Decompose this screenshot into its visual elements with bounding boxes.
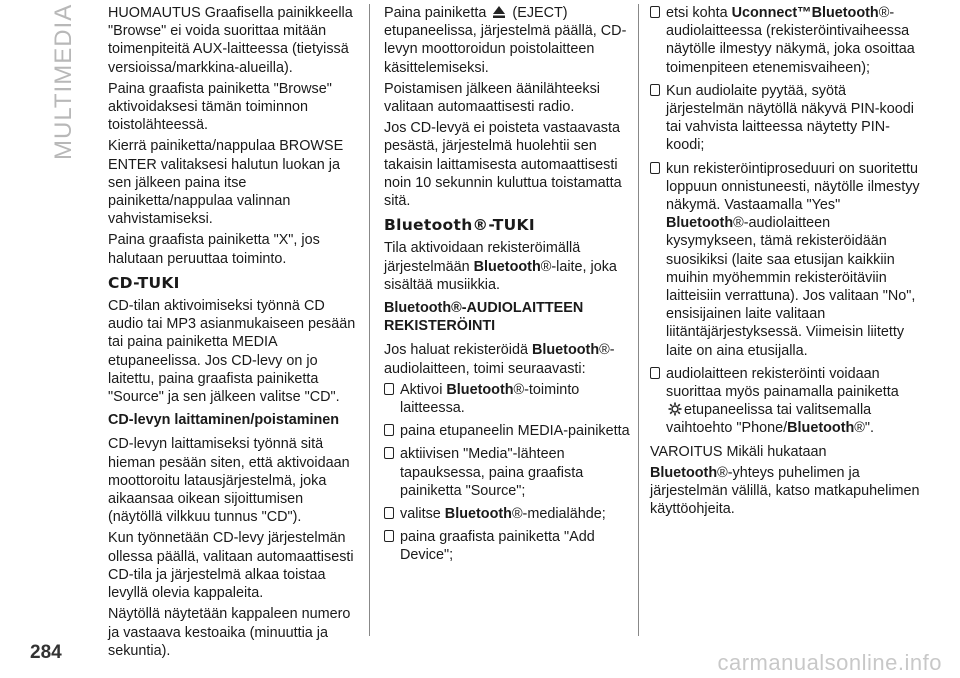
bullet-box-icon	[384, 507, 394, 519]
text: etsi kohta	[666, 5, 732, 21]
paragraph: Kun työnnetään CD-levy järjestelmän ollessa päällä, valitaan automaattisesti CD-tila ja järjestelmä alkaa toistaa levyllä olevia kappaleita.	[108, 530, 354, 602]
bullet-box-icon	[650, 162, 660, 174]
text: audiolaitteen rekisteröinti voidaan suorittaa myös painamalla painiketta	[666, 365, 899, 401]
text: ®-audiolaitteen, toimi seuraavasti:	[384, 342, 615, 377]
text: ®".	[854, 420, 874, 437]
text: ®-toiminto laitteessa.	[400, 381, 580, 417]
page-number: 284	[30, 642, 62, 663]
bullet-box-icon	[650, 367, 660, 379]
paragraph: Paina graafista painiketta "X", jos halutaan peruuttaa toiminto.	[108, 232, 320, 267]
heading-bluetooth-support: Bluetooth®-TUKI	[384, 216, 535, 235]
paragraph-eject	[384, 4, 632, 77]
bullet-box-icon	[384, 424, 394, 436]
text-bold: Bluetooth	[444, 506, 512, 523]
text-bold: Bluetooth	[787, 420, 855, 437]
text: etupaneelissa tai valitsemalla vaihtoehto "Phone/	[666, 402, 872, 437]
text: kun rekisteröintiproseduuri on suoritettu loppuun onnistuneesti, näytölle ilmestyy näkymä. Vastaamalla "Yes"	[666, 160, 920, 214]
text-bold: Bluetooth	[473, 258, 541, 275]
paragraph: CD-tilan aktivoimiseksi työnnä CD audio tai MP3 asianmukaiseen pesään tai paina painiketta MEDIA etupaneelissa. Jos CD-levy on jo laitettu, paina graafista painiketta "Source" ja sen jälkeen valitse "CD".	[108, 298, 356, 406]
section-label: MULTIMEDIA	[50, 3, 77, 160]
paragraph	[384, 239, 632, 294]
paragraph: Näytöllä näytetään kappaleen numero ja vastaava kestoaika (minuuttia ja sekuntia).	[108, 606, 351, 659]
gear-settings-icon	[667, 402, 683, 416]
text: aktiivisen "Media"-lähteen tapauksessa, paina graafista painiketta "Source";	[400, 446, 584, 499]
paragraph	[650, 464, 920, 519]
text-bold: Uconnect™Bluetooth	[731, 5, 879, 21]
bullet-box-icon	[650, 6, 660, 18]
paragraph: Jos CD-levyä ei poisteta vastaavasta pesästä, järjestelmä huolehtii sen takaisin laittamisesta automaattisesti noin 10 sekunnin kuluttua toistamatta sitä.	[384, 120, 622, 210]
bullet-box-icon	[384, 447, 394, 459]
column-1	[108, 4, 356, 663]
column-divider	[638, 4, 639, 636]
watermark: carmanualsonline.info	[717, 650, 942, 675]
text: ®-yhteys puhelimen ja järjestelmän välillä, katso matkapuhelimen käyttöohjeita.	[650, 464, 920, 518]
text-bold: Bluetooth	[666, 215, 734, 232]
bullet-item	[384, 505, 632, 523]
text: ®-audiolaitteessa (rekisteröintivaiheessa näytölle ilmestyy näkymä, joka osoittaa toimenpiteen etenemisvaiheen);	[666, 5, 915, 76]
text: paina graafista painiketta "Add Device";	[400, 529, 595, 564]
heading-cd-support: CD-TUKI	[108, 273, 180, 292]
text: Aktivoi	[400, 381, 447, 398]
text: (EJECT) etupaneelissa, järjestelmä päällä, CD-levyn moottoroidun poistolaitteen käsittelemiseksi.	[384, 5, 627, 76]
bullet-box-icon	[384, 530, 394, 542]
bullet-item	[384, 422, 632, 440]
bullet-item	[384, 445, 632, 500]
paragraph: Poistamisen jälkeen äänilähteeksi valitaan automaattisesti radio.	[384, 80, 600, 116]
text-bold: Bluetooth	[531, 342, 600, 359]
bullet-item	[650, 4, 920, 77]
text: Paina painiketta	[384, 5, 487, 21]
text: ®-laite, joka sisältää musiikkia.	[384, 258, 617, 293]
text: Tila aktivoidaan rekisteröimällä järjestelmään	[384, 240, 581, 275]
column-2	[384, 4, 632, 570]
paragraph: Paina graafista painiketta "Browse" aktivoidaksesi tämän toiminnon toistolähteessä.	[108, 80, 332, 134]
bullet-box-icon	[650, 84, 660, 96]
warning-paragraph: VAROITUS Mikäli hukataan	[650, 443, 827, 460]
text-bold: Bluetooth	[446, 381, 514, 398]
text-bold: Bluetooth	[650, 464, 718, 481]
paragraph: Kierrä painiketta/nappulaa BROWSE ENTER valitaksesi halutun luokan ja sen jälkeen paina itse painiketta/nappulaa valinnan vahvistamiseksi.	[108, 138, 344, 228]
text: paina etupaneelin MEDIA-painiketta	[400, 423, 630, 440]
bullet-item	[650, 365, 920, 438]
bullet-item	[384, 528, 632, 564]
paragraph	[384, 341, 632, 377]
subheading-bluetooth-registration: Bluetooth®-AUDIOLAITTEEN REKISTERÖINTI	[384, 300, 584, 335]
bullet-item	[650, 160, 920, 360]
column-divider	[369, 4, 370, 636]
bullet-box-icon	[384, 383, 394, 395]
text: Jos haluat rekisteröidä	[384, 342, 532, 359]
bullet-item	[384, 381, 632, 417]
text: valitse	[400, 506, 445, 523]
text: ®-medialähde;	[511, 506, 606, 523]
bullet-item	[650, 82, 920, 155]
paragraph: CD-levyn laittamiseksi työnnä sitä hieman pesään siten, että aktivoidaan moottoroitu latausjärjestelmä, joka aikaansaa oikean sijoittumisen (näytöllä vilkkuu tunnus "CD").	[108, 436, 350, 526]
text: Kun audiolaite pyytää, syötä järjestelmän näytöllä näkyvä PIN-koodi tai vahvista laitteessa näytetty PIN-koodi;	[666, 82, 914, 154]
eject-icon	[491, 5, 507, 19]
text: ®-audiolaitteen kysymykseen, tämä rekisteröidään suosikiksi (laite saa etusijan kaikkiin muihin myöhemmin rekisteröitäviin laitteisiin verrattuna). Jos valitaan "No", ensisijainen laite valitaan liitäntäjärjestyksessä. Viimeisin liitetty laite on aina etusijalla.	[666, 215, 916, 359]
column-3	[650, 4, 920, 521]
subheading-cd-insert: CD-levyn laittaminen/poistaminen	[108, 412, 340, 429]
note-paragraph: HUOMAUTUS Graafisella painikkeella "Browse" ei voida suorittaa mitään toimenpiteitä AUX-laitteessa (tietyissä versioissa/markkina-alueilla).	[108, 5, 353, 76]
